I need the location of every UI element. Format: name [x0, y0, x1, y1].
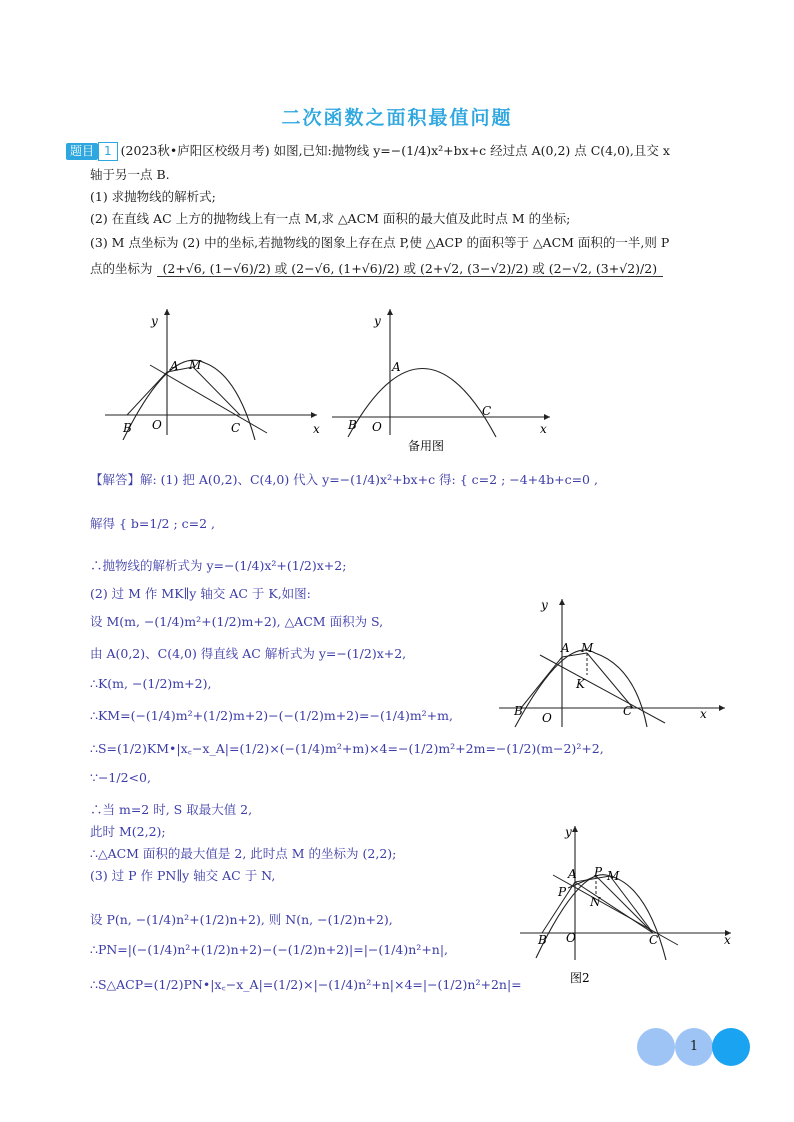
- sol-line-14: (3) 过 P 作 PN∥y 轴交 AC 于 N,: [90, 868, 276, 883]
- sol-line-13: ∴△ACM 面积的最大值是 2, 此时点 M 的坐标为 (2,2);: [90, 846, 397, 861]
- fig2-label-C: C: [649, 933, 659, 947]
- fig-backup-label-O: O: [372, 420, 382, 434]
- sol-line-6: 由 A(0,2)、C(4,0) 得直线 AC 解析式为 y=−(1/2)x+2,: [90, 646, 407, 661]
- figk-label-O: O: [542, 711, 552, 725]
- problem-text-1: (2023秋•庐阳区校级月考) 如图,已知:抛物线 y=−(1/4)x²+bx+c 经过点 A(0,2) 点 C(4,0),且交 x: [120, 143, 670, 158]
- problem-badge: 题目: [66, 143, 98, 160]
- sol-line-16: ∴PN=|(−(1/4)n²+(1/2)n+2)−(−(1/2)n+2)|=|−(1/4)n²+n|,: [90, 942, 449, 957]
- page-title: 二次函数之面积最值问题: [281, 107, 513, 129]
- fig-backup-label-y: y: [374, 314, 381, 328]
- fig1-label-B: B: [123, 421, 132, 435]
- page-circle-left: [637, 1028, 675, 1066]
- fig2-label-P-top: P: [594, 865, 603, 879]
- fig1-label-x: x: [313, 422, 320, 436]
- fig1-label-A: A: [170, 359, 179, 373]
- sol-line-4: (2) 过 M 作 MK∥y 轴交 AC 于 K,如图:: [90, 586, 311, 601]
- answer-prefix: 点的坐标为: [90, 261, 153, 276]
- page-number: 1: [675, 1028, 713, 1066]
- sol-line-1: 【解答】解: (1) 把 A(0,2)、C(4,0) 代入 y=−(1/4)x²+bx+c 得: { c=2 ; −4+4b+c=0 ,: [90, 472, 598, 487]
- figure-k: [495, 595, 735, 730]
- figk-label-B: B: [514, 704, 523, 718]
- sol-line-9: ∴S=(1/2)KM•|x꜀−x_A|=(1/2)×(−(1/4)m²+m)×4=−(1/2)m²+2m=−(1/2)(m−2)²+2,: [90, 741, 604, 756]
- figk-label-y: y: [541, 598, 548, 612]
- page-circle-right: [712, 1028, 750, 1066]
- fig-backup-label-B: B: [348, 418, 357, 432]
- problem-line-2: 轴于另一点 B.: [90, 167, 170, 182]
- figure-2: [518, 820, 743, 990]
- sol-line-2: 解得 { b=1/2 ; c=2 ,: [90, 516, 216, 531]
- figk-label-K: K: [576, 677, 585, 691]
- problem-line-5: (3) M 点坐标为 (2) 中的坐标,若抛物线的图象上存在点 P,使 △ACP 的面积等于 △ACM 面积的一半,则 P: [90, 235, 670, 250]
- figk-label-C: C: [623, 704, 633, 718]
- fig2-label-A: A: [568, 867, 577, 881]
- fig2-label-N: N: [590, 895, 601, 909]
- figk-label-M: M: [581, 641, 594, 655]
- problem-line-1: [66, 140, 670, 162]
- figure-backup: [328, 305, 558, 455]
- answer-blank: (2+√6, (1−√6)/2) 或 (2−√6, (1+√6)/2) 或 (2+√2, (3−√2)/2) 或 (2−√2, (3+√2)/2): [157, 261, 664, 277]
- fig1-label-C: C: [231, 421, 241, 435]
- fig1-label-y: y: [151, 314, 158, 328]
- fig2-label-y: y: [565, 825, 572, 839]
- problem-number: 1: [98, 142, 118, 161]
- sol-line-17: ∴S△ACP=(1/2)PN•|x꜀−x_A|=(1/2)×|−(1/4)n²+n|×4=|−(1/2)n²+2n|=: [90, 977, 522, 992]
- fig-backup-caption: 备用图: [408, 439, 445, 453]
- fig2-caption: 图2: [570, 971, 590, 985]
- sol-line-15: 设 P(n, −(1/4)n²+(1/2)n+2), 则 N(n, −(1/2)n+2),: [90, 912, 393, 927]
- fig-backup-label-x: x: [540, 422, 547, 436]
- sol-line-12: 此时 M(2,2);: [90, 824, 166, 839]
- fig2-label-B: B: [538, 933, 547, 947]
- fig2-label-M: M: [607, 869, 620, 883]
- sol-line-10: ∵−1/2<0,: [90, 770, 151, 785]
- fig1-label-O: O: [152, 418, 162, 432]
- figk-label-x: x: [700, 707, 707, 721]
- fig-backup-label-C: C: [482, 404, 492, 418]
- fig2-label-P-left: P: [558, 885, 567, 899]
- sol-line-7: ∴K(m, −(1/2)m+2),: [90, 676, 212, 691]
- sol-line-3: ∴抛物线的解析式为 y=−(1/4)x²+(1/2)x+2;: [90, 558, 347, 573]
- fig2-label-O: O: [566, 931, 576, 945]
- sol-line-11: ∴当 m=2 时, S 取最大值 2,: [90, 802, 253, 817]
- fig-backup-label-A: A: [392, 360, 401, 374]
- fig1-label-M: M: [189, 358, 202, 372]
- sol-line-8: ∴KM=(−(1/4)m²+(1/2)m+2)−(−(1/2)m+2)=−(1/4)m²+m,: [90, 708, 453, 723]
- fig2-label-x: x: [724, 933, 731, 947]
- figure-1: [95, 305, 325, 440]
- problem-line-3: (1) 求抛物线的解析式;: [90, 189, 216, 204]
- sol-line-5: 设 M(m, −(1/4)m²+(1/2)m+2), △ACM 面积为 S,: [90, 614, 384, 629]
- problem-line-4: (2) 在直线 AC 上方的抛物线上有一点 M,求 △ACM 面积的最大值及此时点 M 的坐标;: [90, 211, 571, 226]
- problem-line-6: [90, 258, 663, 280]
- figk-label-A: A: [561, 641, 570, 655]
